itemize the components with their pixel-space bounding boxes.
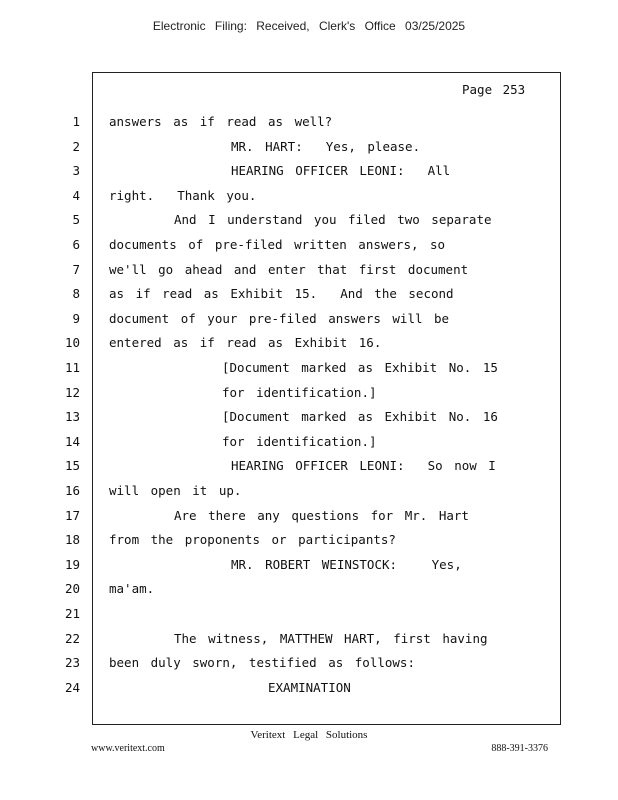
- line-text: And I understand you filed two separate: [174, 212, 492, 228]
- line-number: 14: [64, 433, 80, 449]
- line-number: 6: [72, 237, 80, 252]
- line-number: 20: [64, 581, 80, 597]
- line-text: [Document marked as Exhibit No. 16: [222, 409, 498, 425]
- line-text: we'll go ahead and enter that first document: [109, 261, 469, 277]
- footer-company: Veritext Legal Solutions: [250, 729, 368, 741]
- line-text: as if read as Exhibit 15. And the second: [109, 286, 454, 302]
- line-text: The witness, MATTHEW HART, first having: [174, 630, 488, 646]
- line-text: EXAMINATION: [268, 679, 351, 695]
- line-text: HEARING OFFICER LEONI: All: [231, 163, 451, 179]
- line-number: 17: [64, 507, 80, 523]
- line-text: for identification.]: [222, 433, 377, 449]
- line-number: 13: [64, 409, 80, 425]
- line-number: 2: [72, 138, 80, 154]
- line-text: been duly sworn, testified as follows:: [109, 655, 415, 671]
- line-text: MR. HART: Yes, please.: [231, 138, 421, 154]
- line-number: 5: [72, 212, 80, 228]
- line-number: 19: [64, 556, 80, 572]
- line-text: HEARING OFFICER LEONI: So now I: [231, 458, 496, 474]
- footer-phone: 888-391-3376: [491, 743, 548, 754]
- line-number: 11: [64, 360, 80, 375]
- line-number: 8: [72, 286, 80, 302]
- line-text: ma'am.: [109, 581, 155, 597]
- line-text: [Document marked as Exhibit No. 15: [222, 360, 498, 375]
- line-text: documents of pre-filed written answers, so: [109, 237, 446, 252]
- line-number: 15: [64, 458, 80, 474]
- line-text: from the proponents or participants?: [109, 532, 396, 548]
- line-number: 21: [64, 606, 80, 621]
- line-number: 12: [64, 384, 80, 400]
- line-text: answers as if read as well?: [109, 114, 333, 129]
- line-text: entered as if read as Exhibit 16.: [109, 335, 382, 351]
- line-number: 10: [64, 335, 80, 351]
- line-text: right. Thank you.: [109, 187, 257, 203]
- line-number: 22: [64, 630, 80, 646]
- line-text: for identification.]: [222, 384, 377, 400]
- line-number: 23: [64, 655, 80, 671]
- line-number: 3: [72, 163, 80, 179]
- line-text: Are there any questions for Mr. Hart: [174, 507, 469, 523]
- line-text: MR. ROBERT WEINSTOCK: Yes,: [231, 556, 462, 572]
- line-number: 18: [64, 532, 80, 548]
- filing-stamp: Electronic Filing: Received, Clerk's Office 03/25/2025: [152, 19, 466, 33]
- page-number: Page 253: [462, 82, 526, 97]
- line-text: will open it up.: [109, 483, 242, 498]
- line-number: 9: [72, 310, 80, 326]
- line-number: 4: [72, 187, 80, 203]
- line-number: 16: [64, 483, 80, 498]
- line-text: document of your pre-filed answers will be: [109, 310, 450, 326]
- footer-website: www.veritext.com: [91, 743, 165, 754]
- line-number: 1: [72, 114, 80, 129]
- line-number: 7: [72, 261, 80, 277]
- line-number: 24: [64, 679, 80, 695]
